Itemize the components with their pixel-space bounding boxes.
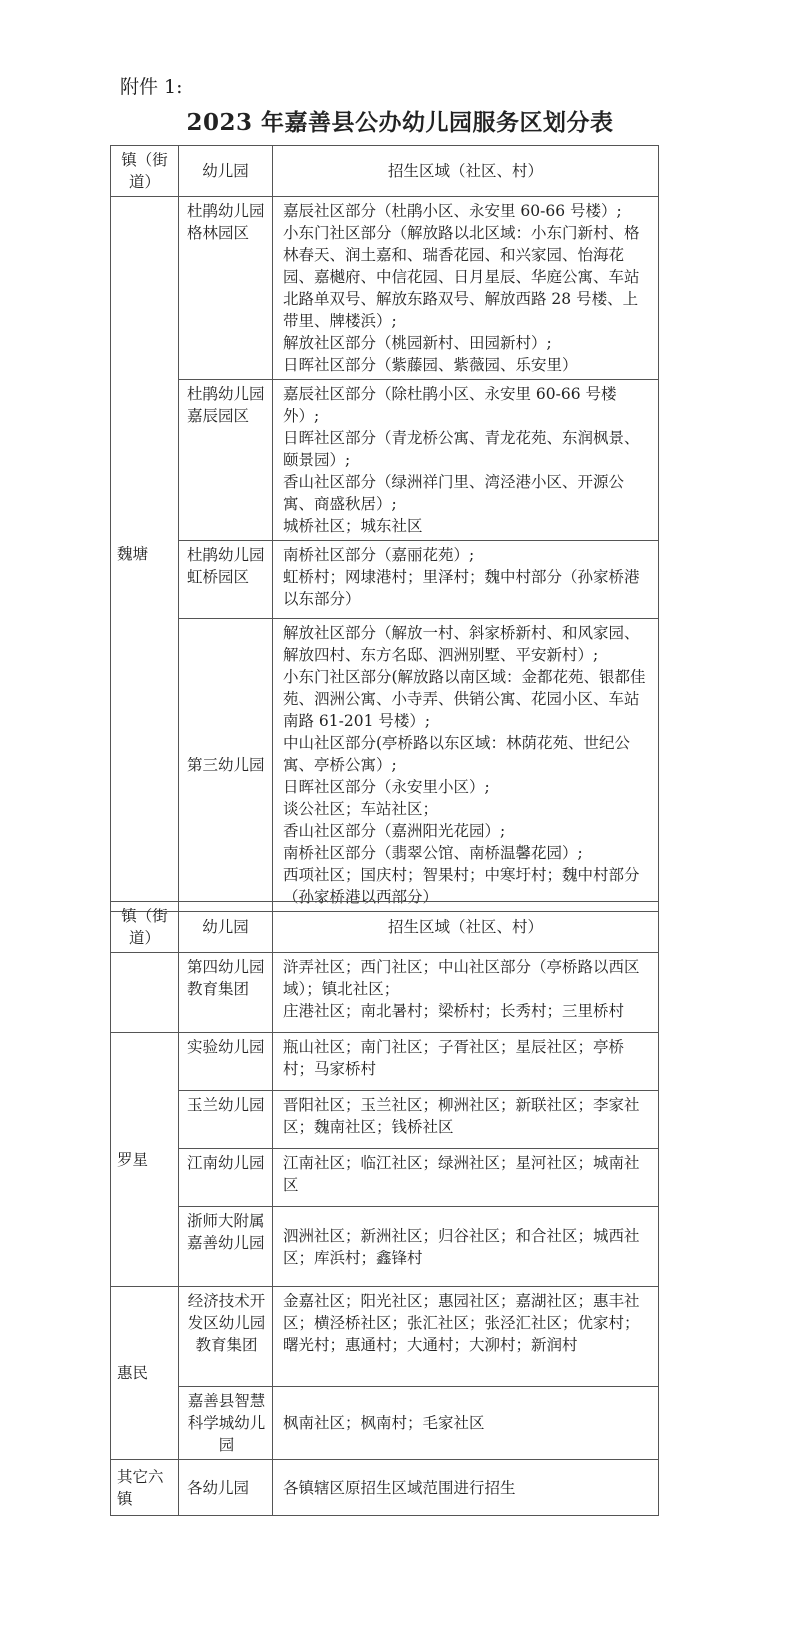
area-line: 嘉辰社区部分（除杜鹃小区、永安里 60-66 号楼外）; bbox=[283, 385, 617, 425]
kindergarten-cell: 浙师大附属嘉善幼儿园 bbox=[179, 1207, 273, 1287]
table-row bbox=[111, 953, 659, 1033]
kindergarten-cell: 玉兰幼儿园 bbox=[179, 1091, 273, 1149]
area-line: 泗洲社区；新洲社区；归谷社区；和合社区；城西社区；库浜村；鑫锋村 bbox=[283, 1226, 640, 1267]
area-line: 各镇辖区原招生区域范围进行招生 bbox=[283, 1478, 516, 1497]
area-line: 解放社区部分（解放一村、斜家桥新村、和风家园、解放四村、东方名邸、泗洲别墅、平安新村）; bbox=[283, 624, 640, 664]
header-town: 镇（街道） bbox=[111, 146, 179, 197]
area-line: 瓶山社区；南门社区；子胥社区；星辰社区；亭桥村；马家桥村 bbox=[283, 1038, 625, 1078]
table-row bbox=[111, 1149, 659, 1207]
area-line: 城桥社区；城东社区 bbox=[283, 517, 423, 535]
area-line: 枫南社区；枫南村；毛家社区 bbox=[283, 1414, 485, 1432]
kindergarten-cell: 杜鹃幼儿园格林园区 bbox=[179, 197, 273, 380]
area-line: 解放社区部分（桃园新村、田园新村）; bbox=[283, 334, 552, 352]
area-line: 浒弄社区；西门社区；中山社区部分（亭桥路以西区域）；镇北社区； bbox=[283, 958, 640, 998]
town-cell bbox=[111, 953, 179, 1033]
town-cell: 魏塘 bbox=[111, 197, 179, 912]
table-row bbox=[111, 541, 659, 619]
area-line: 中山社区部分(亭桥路以东区域：林荫花苑、世纪公寓、亭桥公寓）; bbox=[283, 734, 631, 774]
service-area-table-1 bbox=[110, 145, 659, 912]
header-kindergarten: 幼儿园 bbox=[179, 146, 273, 197]
town-cell: 惠民 bbox=[111, 1287, 179, 1460]
area-cell bbox=[273, 619, 659, 912]
annex-label: 附件 1: bbox=[120, 76, 183, 98]
town-cell: 其它六镇 bbox=[111, 1460, 179, 1516]
area-line: 江南社区；临江社区；绿洲社区；星河社区；城南社区 bbox=[283, 1154, 640, 1194]
area-cell bbox=[273, 1033, 659, 1091]
area-line: 南桥社区部分（翡翠公馆、南桥温馨花园）; bbox=[283, 844, 583, 862]
kindergarten-cell: 嘉善县智慧科学城幼儿园 bbox=[179, 1387, 273, 1460]
table-row bbox=[111, 1033, 659, 1091]
area-cell bbox=[273, 1207, 659, 1287]
document-title: 2023 年嘉善县公办幼儿园服务区划分表 bbox=[186, 109, 614, 136]
area-cell bbox=[273, 1149, 659, 1207]
table-row bbox=[111, 1091, 659, 1149]
area-line: 日晖社区部分（永安里小区）; bbox=[283, 778, 490, 796]
header-town: 镇（街道） bbox=[111, 902, 179, 953]
table-row bbox=[111, 1460, 659, 1516]
area-line: 小东门社区部分（解放路以北区域：小东门新村、格林春天、润土嘉和、瑞香花园、和兴家园、怡海花园、嘉樾府、中信花园、日月星辰、华庭公寓、车站北路单双号、解放东路双号、解放西路 28 号楼、上带里、牌楼浜）; bbox=[283, 224, 640, 330]
area-line: 西项社区；国庆村；智果村；中寒圩村；魏中村部分（孙家桥港以西部分） bbox=[283, 866, 640, 906]
area-line: 日晖社区部分（青龙桥公寓、青龙花苑、东润枫景、颐景园）; bbox=[283, 429, 640, 469]
kindergarten-cell: 杜鹃幼儿园虹桥园区 bbox=[179, 541, 273, 619]
table-row bbox=[111, 1387, 659, 1460]
area-cell bbox=[273, 1287, 659, 1387]
kindergarten-cell: 各幼儿园 bbox=[179, 1460, 273, 1516]
area-line: 庄港社区；南北暑村；梁桥村；长秀村；三里桥村 bbox=[283, 1002, 625, 1020]
area-line: 晋阳社区；玉兰社区；柳洲社区；新联社区；李家社区；魏南社区；钱桥社区 bbox=[283, 1096, 640, 1136]
area-line: 虹桥村；网埭港村；里泽村；魏中村部分（孙家桥港以东部分） bbox=[283, 568, 640, 608]
area-line: 嘉辰社区部分（杜鹃小区、永安里 60-66 号楼）; bbox=[283, 202, 622, 220]
area-line: 金嘉社区；阳光社区；惠园社区；嘉湖社区；惠丰社区；横泾桥社区；张汇社区；张泾汇社区；优家村；曙光村；惠通村；大通村；大泖村；新润村 bbox=[283, 1292, 640, 1354]
area-line: 谈公社区；车站社区； bbox=[283, 800, 439, 818]
kindergarten-cell: 江南幼儿园 bbox=[179, 1149, 273, 1207]
area-cell bbox=[273, 1387, 659, 1460]
header-kindergarten: 幼儿园 bbox=[179, 902, 273, 953]
kindergarten-cell: 第四幼儿园教育集团 bbox=[179, 953, 273, 1033]
area-line: 小东门社区部分(解放路以南区域：金都花苑、银都佳苑、泗洲公寓、小寺弄、供销公寓、花园小区、车站南路 61-201 号楼）; bbox=[283, 668, 646, 730]
kindergarten-cell: 经济技术开发区幼儿园教育集团 bbox=[179, 1287, 273, 1387]
table-row bbox=[111, 1287, 659, 1387]
town-cell: 罗星 bbox=[111, 1033, 179, 1287]
kindergarten-cell: 实验幼儿园 bbox=[179, 1033, 273, 1091]
area-cell bbox=[273, 380, 659, 541]
table-header-row bbox=[111, 146, 659, 197]
area-cell bbox=[273, 1091, 659, 1149]
area-cell bbox=[273, 1460, 659, 1516]
table-row bbox=[111, 1207, 659, 1287]
area-cell bbox=[273, 953, 659, 1033]
header-area: 招生区域（社区、村） bbox=[273, 146, 659, 197]
service-area-table-2 bbox=[110, 901, 659, 1516]
table-row bbox=[111, 197, 659, 380]
kindergarten-cell: 第三幼儿园 bbox=[179, 619, 273, 912]
area-line: 香山社区部分（绿洲祥门里、湾泾港小区、开源公寓、商盛秋居）; bbox=[283, 473, 625, 513]
area-line: 南桥社区部分（嘉丽花苑）; bbox=[283, 546, 475, 564]
area-cell bbox=[273, 541, 659, 619]
table-header-row bbox=[111, 902, 659, 953]
area-line: 香山社区部分（嘉洲阳光花园）; bbox=[283, 822, 506, 840]
kindergarten-cell: 杜鹃幼儿园嘉辰园区 bbox=[179, 380, 273, 541]
table-row bbox=[111, 619, 659, 912]
area-line: 日晖社区部分（紫藤园、紫薇园、乐安里） bbox=[283, 356, 578, 374]
table-row bbox=[111, 380, 659, 541]
area-cell bbox=[273, 197, 659, 380]
header-area: 招生区域（社区、村） bbox=[273, 902, 659, 953]
